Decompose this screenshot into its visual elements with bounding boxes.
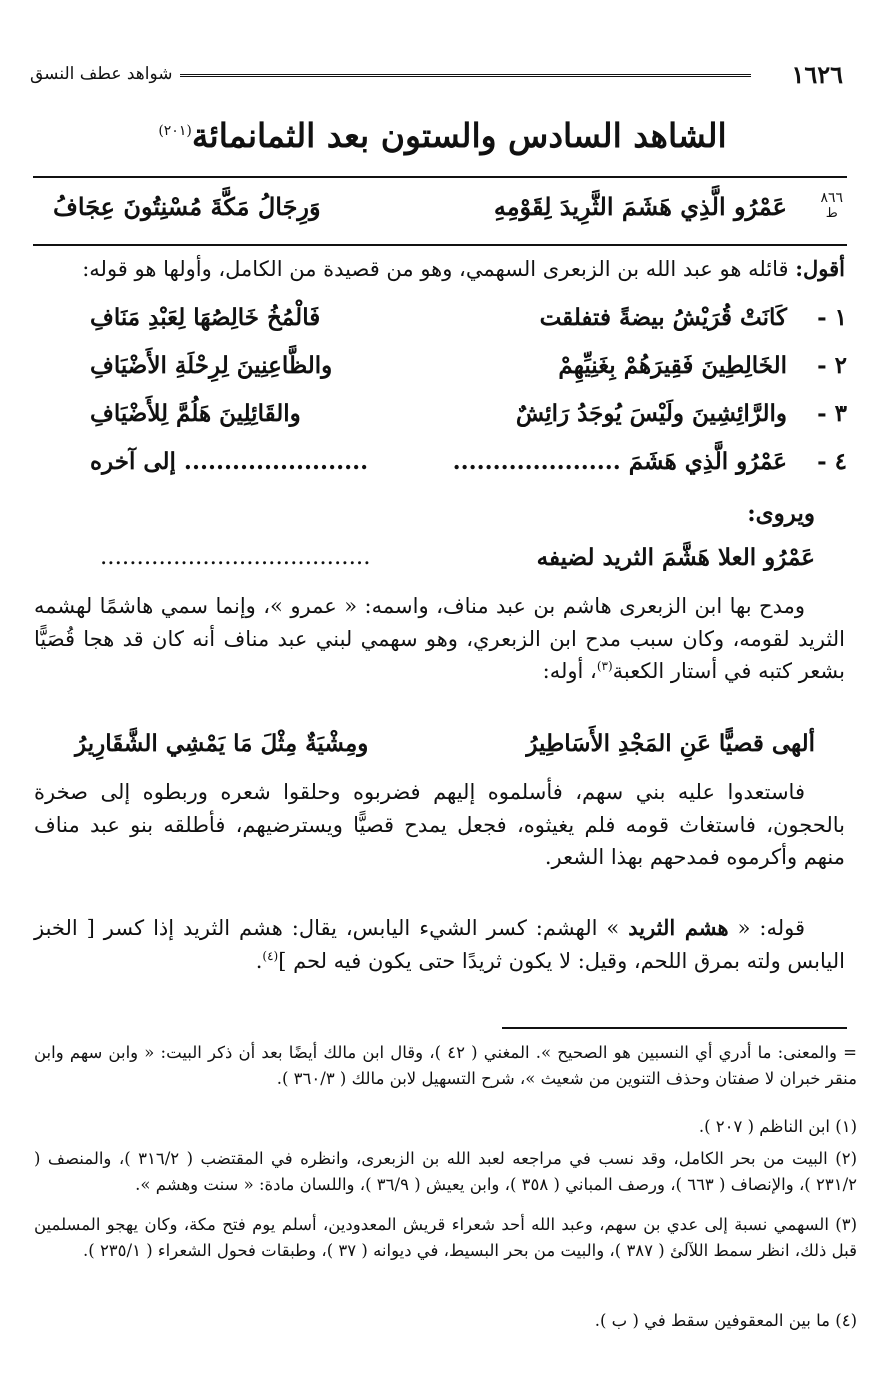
footnote-4: (٤) ما بين المعقوفين سقط في ( ب ). — [594, 1311, 857, 1330]
poem-line-number: ٤ - — [817, 448, 847, 475]
poem-first-hemistich: عَمْرُو الَّذِي هَشَمَ ..................... — [452, 448, 787, 475]
note-ref-3: (٣) — [596, 659, 613, 674]
paragraph-meaning — [34, 912, 845, 977]
footnote-1: (١) ابن الناظم ( ٢٠٧ ). — [698, 1117, 857, 1136]
running-header — [30, 60, 843, 90]
poem-line — [70, 304, 847, 348]
poem-second-hemistich: ....................... إلى آخره — [90, 448, 369, 475]
poem-second-hemistich: والقَائِلِينَ هَلُمَّ لِلأَضْيَافِ — [90, 400, 301, 427]
variant-verse: عَمْرُو العلا هَشَّمَ الثريد لضيفه — [536, 544, 815, 571]
poem-first-hemistich: والرَّائِشِينَ ولَيْسَ يُوجَدُ رَائِشٌ — [515, 400, 787, 427]
variant-dots: ..................................... — [100, 544, 371, 570]
second-hemistich: وَرِجَالُ مَكَّةَ مُسْنِتُونَ عِجَافُ — [53, 192, 321, 221]
intro-paragraph — [34, 256, 845, 281]
intro-text: قائله هو عبد الله بن الزبعرى السهمي، وهو من قصيدة من الكامل، وأولها هو قوله: — [82, 257, 796, 281]
quoted-verse-first: ألهى قصيًّا عَنِ المَجْدِ الأَسَاطِيرُ — [526, 730, 815, 757]
poem-line — [70, 400, 847, 444]
verse-number — [820, 190, 843, 222]
footnote-2: (٢) البيت من بحر الكامل، وقد نسب في مراجعه لعبد الله بن الزبعرى، وانظره في المقتضب ( ٣١٦/٢ )، والمنصف ( ٢٣١/٢ )، والإنصاف ( ٦٦٣ )، ورصف المباني ( ٣٥٨ )، وابن يعيش ( ٣٦/٩ )، واللسان مادة: « سنت وهشم ». — [34, 1149, 858, 1195]
main-verse-box — [33, 176, 847, 246]
paragraph-story: فاستعدوا عليه بني سهم، فأسلموه إليهم فضربوه وحلقوا شعره وربطوه إلى صخرة بالحجون، فاستغاث قومه فلم يغيثوه، فجعل يمدح قصيًّا ويسترضيهم، فأطلقه بنو عبد مناف منهم وأكرموه فمدحهم بهذا الشعر. — [34, 780, 845, 870]
intro-lead: أقول: — [795, 256, 845, 281]
quoted-verse-second: ومِشْيَةٌ مِثْلَ مَا يَمْشِي الشَّقَارِيرُ — [75, 730, 369, 757]
footnote-rule — [502, 1027, 847, 1029]
section-title-text: الشاهد السادس والستون بعد الثمانمائة — [191, 116, 727, 155]
poem-first-hemistich: الخَالِطِينَ فَقِيرَهُمْ بِغَنِيِّهِمْ — [558, 352, 787, 379]
poem-first-hemistich: كَانَتْ قُرَيْشُ بيضةً فتفلقت — [539, 304, 787, 331]
note-ref-4: (٤) — [262, 948, 279, 963]
running-title: شواهد عطف النسق — [30, 64, 173, 84]
first-hemistich: عَمْرُو الَّذِي هَشَمَ الثَّرِيدَ لِقَوْمِهِ — [493, 192, 787, 221]
poem-second-hemistich: والظَّاعِنِينَ لِرِحْلَةِ الأَضْيَافِ — [90, 352, 333, 379]
poem-line — [70, 352, 847, 396]
meaning-lead: قوله: « — [728, 916, 805, 940]
poem-line-number: ٢ - — [817, 352, 847, 379]
poem-line — [70, 448, 847, 492]
paragraph-praise-text: ومدح بها ابن الزبعرى هاشم بن عبد مناف، واسمه: « عمرو »، وإنما سمي هاشمًا لهشمه الثريد لقومه، وكان سبب مدح ابن الزبعري، وهو سهمي لبني عبد مناف أنه كان قد هجا قُصَيًّا بشعر كتبه في أستار الكعبة — [34, 594, 845, 684]
poem-line-number: ٣ - — [817, 400, 847, 427]
variant-label: ويروى: — [747, 500, 815, 527]
section-title — [40, 116, 845, 155]
paragraph-praise-end: ، أوله: — [542, 659, 597, 684]
page-number: ١٦٢٦ — [791, 60, 843, 89]
header-rule — [180, 74, 751, 77]
footnote-continuation: = والمعنى: ما أدري أي النسبين هو الصحيح ». المغني ( ٤٢ )، وقال ابن مالك أيضًا بعد أن ذكر البيت: « وابن سهم وابن منقر خبران لا صفتان وحذف التنوين من شعيث »، شرح التسهيل لابن مالك ( ٣٦٠/٣ ). — [34, 1043, 857, 1089]
meaning-term: هشم الثريد — [628, 915, 729, 940]
poem-second-hemistich: فَالْمُخُ خَالِصُهَا لِعَبْدِ مَنَافِ — [90, 304, 321, 331]
poem-line-number: ١ - — [817, 304, 847, 331]
meaning-text: » الهشم: كسر الشيء اليابس، يقال: هشم الثريد إذا كسر [ الخبز اليابس ولته بمرق اللحم، وقيل: لا يكون ثريدًا حتى يكون فيه لحم ] — [34, 916, 845, 973]
verse-number-sub: ط — [825, 206, 838, 221]
verse-number-value: ٨٦٦ — [820, 190, 843, 206]
footnote-3: (٣) السهمي نسبة إلى عدي بن سهم، وعبد الله أحد شعراء قريش المعدودين، أسلم يوم فتح مكة، وكان يهجو المسلمين قبل ذلك، انظر سمط اللآلئ ( ٣٨٧ )، والبيت من بحر البسيط، في ديوانه ( ٣٧ )، وطبقات فحول الشعراء ( ٢٣٥/١ ). — [34, 1215, 857, 1261]
title-note-ref: (٢٠١) — [158, 123, 192, 139]
paragraph-praise — [34, 590, 845, 688]
meaning-end: . — [255, 948, 263, 973]
